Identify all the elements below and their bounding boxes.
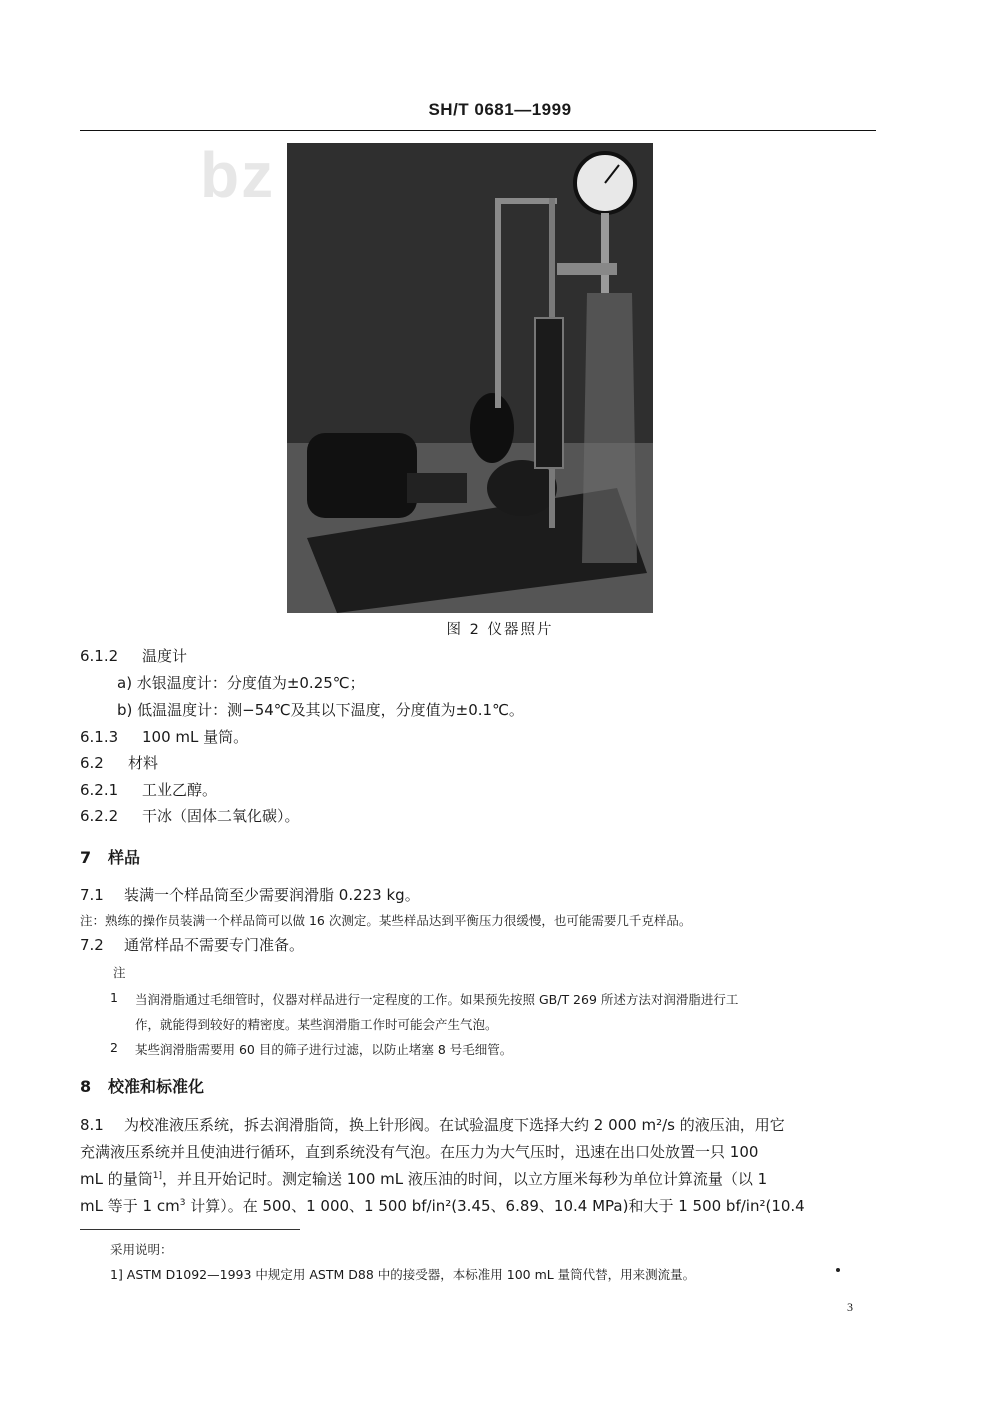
header-rule [80,130,876,131]
clause-8-1-line-2: 充满液压系统并且使油进行循环，直到系统没有气泡。在压力为大气压时，迅速在出口处放置一只 100 [80,1143,759,1161]
superscript: 3 [179,1198,186,1208]
clause-6-1-2-a: a) 水银温度计：分度值为±0.25℃； [117,674,365,692]
clause-number: 6.2.2 [80,807,119,825]
section-number: 8 [80,1077,92,1096]
clause-number: 7.2 [80,936,104,954]
clause-6-2 [80,752,158,773]
clause-text: 装满一个样品筒至少需要润滑脂 0.223 kg。 [124,886,420,904]
clause-number: 6.2.1 [80,781,119,799]
footnote-reference[interactable]: 1] [152,1171,162,1181]
clause-number: 7.1 [80,886,104,904]
section-title: 校准和标准化 [108,1077,205,1096]
clause-text: 通常样品不需要专门准备。 [124,936,305,954]
clause-text: 材料 [128,754,159,772]
clause-text: 温度计 [142,647,188,665]
clause-7-1-note: 注：熟练的操作员装满一个样品筒可以做 16 次测定。某些样品达到平衡压力很缓慢，也可能需要几千克样品。 [80,913,692,928]
clause-text: 为校准液压系统，拆去润滑脂筒，换上针形阀。在试验温度下选择大约 2 000 m²/s 的液压油，用它 [124,1116,785,1134]
clause-8-1-line-1 [80,1114,785,1135]
clause-text: 干冰（固体二氧化碳）。 [142,807,300,825]
clause-6-2-1 [80,779,217,800]
note-label: 注 [113,965,126,980]
text-fragment: ，并且开始记时。测定输送 100 mL 液压油的时间，以立方厘米每秒为单位计算流量（以 1 [162,1170,768,1188]
clause-8-1-line-3 [80,1168,767,1189]
standard-header: SH/T 0681—1999 [428,100,572,119]
clause-7-1 [80,884,420,905]
stray-dot [836,1268,840,1272]
note-2-text: 某些润滑脂需要用 60 目的筛子进行过滤，以防止堵塞 8 号毛细管。 [135,1042,513,1057]
text-fragment: 计算）。在 500、1 000、1 500 bf/in²(3.45、6.89、10.4 MPa)和大于 1 500 bf/in²(10.4 [185,1197,805,1215]
note-1-number: 1 [110,990,118,1005]
clause-6-1-2-b: b) 低温温度计：测−54℃及其以下温度，分度值为±0.1℃。 [117,701,524,719]
footnote-rule [80,1229,300,1230]
note-1-line-1: 当润滑脂通过毛细管时，仪器对样品进行一定程度的工作。如果预先按照 GB/T 269 所述方法对润滑脂进行工 [135,992,739,1007]
clause-number: 6.1.2 [80,647,119,665]
footnote-text: 1] ASTM D1092—1993 中规定用 ASTM D88 中的接受器，本标准用 100 mL 量筒代替，用来测流量。 [110,1267,696,1282]
text-fragment: mL 的量筒 [80,1170,153,1188]
clause-number: 8.1 [80,1116,104,1134]
clause-text: 工业乙醇。 [142,781,218,799]
section-8-heading [80,1074,204,1097]
clause-number: 6.1.3 [80,728,119,746]
figure-caption: 图 2 仪器照片 [446,622,554,638]
clause-8-1-line-4 [80,1195,805,1216]
footnote-label: 采用说明： [110,1242,173,1257]
clause-6-1-2 [80,645,187,666]
clause-6-1-3 [80,726,248,747]
clause-7-2 [80,934,304,955]
apparatus-illustration [287,143,653,613]
section-number: 7 [80,848,92,867]
watermark: bz [200,139,276,211]
apparatus-photo [287,143,653,613]
section-7-heading [80,845,140,868]
page-number: 3 [847,1300,853,1314]
clause-6-2-2 [80,805,300,826]
note-1-line-2: 作，就能得到较好的精密度。某些润滑脂工作时可能会产生气泡。 [135,1017,498,1032]
section-title: 样品 [108,848,141,867]
clause-number: 6.2 [80,754,104,772]
clause-text: 100 mL 量筒。 [142,728,249,746]
text-fragment: mL 等于 1 cm [80,1197,180,1215]
note-2-number: 2 [110,1040,118,1055]
